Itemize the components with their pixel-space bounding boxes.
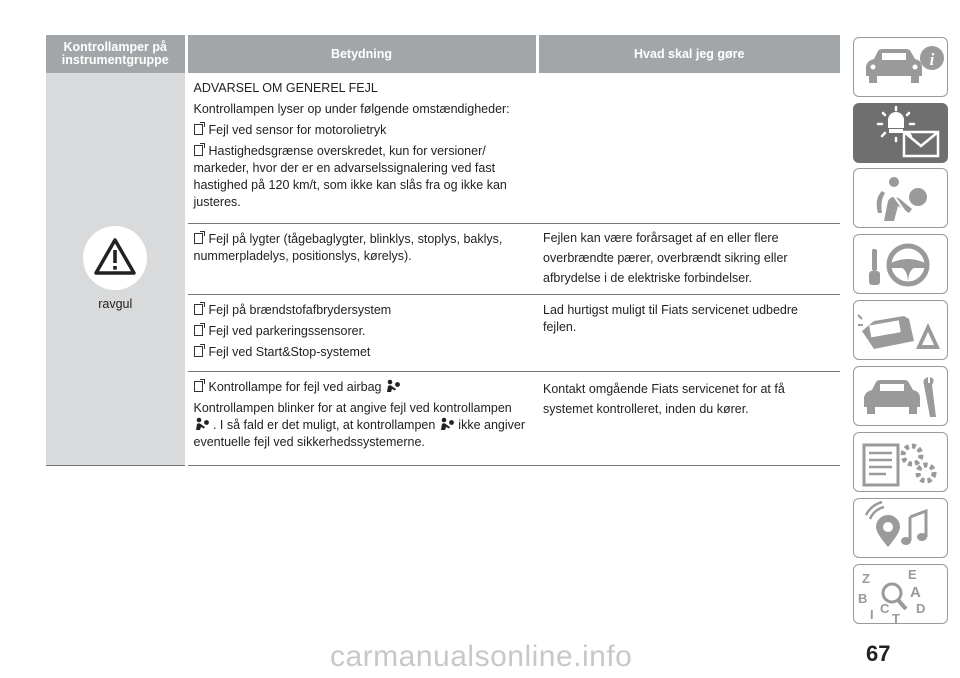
index-letter: T: [892, 611, 900, 625]
row3-item2: Fejl ved parkeringssensorer.: [208, 324, 366, 338]
multimedia-icon: [854, 499, 949, 559]
emergency-icon: [854, 301, 949, 361]
row1-intro: Kontrollampen lyser op under følgende omstændigheder:: [193, 102, 510, 116]
index-letter: E: [908, 567, 917, 582]
checkbox-icon: [194, 233, 203, 244]
row4-text-a: Kontrollampen blinker for at angive fejl ved kontrollampen: [193, 401, 512, 415]
row2-action: [537, 224, 840, 295]
index-letter: C: [880, 601, 890, 616]
tab-car-info[interactable]: [853, 37, 948, 97]
row3-item1: Fejl på brændstofafbrydersystem: [208, 303, 392, 317]
row4-action-text: Kontakt omgående Fiats servicenet for at få systemet kontrolleret, inden du kører.: [543, 382, 785, 416]
row2-action-text: Fejlen kan være forårsaget af en eller flere overbrændte pærer, overbrændt sikring eller afbrydelse i de elektriske forbindelser.: [543, 231, 788, 285]
index-letter: D: [916, 601, 926, 616]
row2-item: Fejl på lygter (tågebaglygter, blinklys, stoplys, baklys, nummerpladelys, positionslys, kørelys).: [193, 232, 503, 263]
checkbox-icon: [194, 124, 203, 135]
car-maintenance-icon: [854, 367, 949, 427]
row3-action-text: Lad hurtigst muligt til Fiats servicenet udbedre fejlen.: [543, 303, 798, 334]
checkbox-icon: [194, 325, 203, 336]
svg-text:i: i: [929, 50, 935, 69]
table-header-row: [46, 35, 840, 73]
row1-action: [537, 73, 840, 224]
row4-meaning: [186, 372, 537, 466]
checkbox-icon: [194, 381, 203, 392]
checkbox-icon: [194, 304, 203, 315]
technical-data-icon: [854, 433, 949, 493]
tab-index[interactable]: [853, 564, 948, 624]
watermark: carmanualsonline.info: [330, 640, 633, 673]
tab-safety[interactable]: [853, 168, 948, 228]
page-number: 67: [866, 641, 891, 666]
header-meaning: Betydning: [186, 35, 537, 73]
warning-lights-icon: [854, 104, 949, 164]
lamp-color-label: ravgul: [98, 297, 133, 311]
tab-warning-lights[interactable]: [853, 103, 948, 163]
header-lamp: Kontrollamper på instrumentgruppe: [46, 35, 186, 73]
row2-meaning: [186, 224, 537, 295]
tab-technical-data[interactable]: [853, 432, 948, 492]
general-warning-lamp-icon: [83, 226, 147, 290]
table-row: [46, 73, 840, 224]
row3-action: [537, 295, 840, 372]
warning-lights-table: [46, 35, 840, 466]
index-letter: Z: [862, 571, 870, 586]
airbag-icon: [439, 417, 455, 431]
car-info-icon: [854, 38, 949, 98]
index-letter: I: [870, 607, 874, 622]
airbag-icon: [194, 417, 210, 431]
index-letter: A: [910, 584, 921, 601]
seat-safety-icon: [854, 169, 949, 229]
row3-item3: Fejl ved Start&Stop-systemet: [208, 345, 371, 359]
row3-meaning: [186, 295, 537, 372]
index-icon: [854, 565, 949, 625]
lamp-cell: [46, 73, 186, 466]
tab-multimedia[interactable]: [853, 498, 948, 558]
row4-action: [537, 372, 840, 466]
row1-item1: Fejl ved sensor for motorolietryk: [208, 123, 387, 137]
header-action: Hvad skal jeg gøre: [537, 35, 840, 73]
row4-text-b: . I så fald er det muligt, at kontrollampen: [212, 418, 436, 432]
checkbox-icon: [194, 145, 203, 156]
row4-text-c: ikke angiver eventuelle fejl ved sikkerhedssystemerne.: [193, 418, 525, 449]
row1-meaning: [186, 73, 537, 224]
tab-maintenance[interactable]: [853, 366, 948, 426]
index-letter: B: [858, 591, 868, 606]
steering-wheel-icon: [854, 235, 949, 295]
row4-item: Kontrollampe for fejl ved airbag: [208, 380, 382, 394]
airbag-icon: [385, 379, 401, 393]
tab-starting-driving[interactable]: [853, 234, 948, 294]
row1-title: ADVARSEL OM GENEREL FEJL: [193, 81, 378, 95]
row1-item2: Hastighedsgrænse overskredet, kun for versioner/ markeder, hvor der er en advarselssignalering ved fast hastighed på 120 km/t, som ikke kan slås fra og ikke kan justeres.: [193, 144, 507, 209]
tab-emergency[interactable]: [853, 300, 948, 360]
checkbox-icon: [194, 346, 203, 357]
